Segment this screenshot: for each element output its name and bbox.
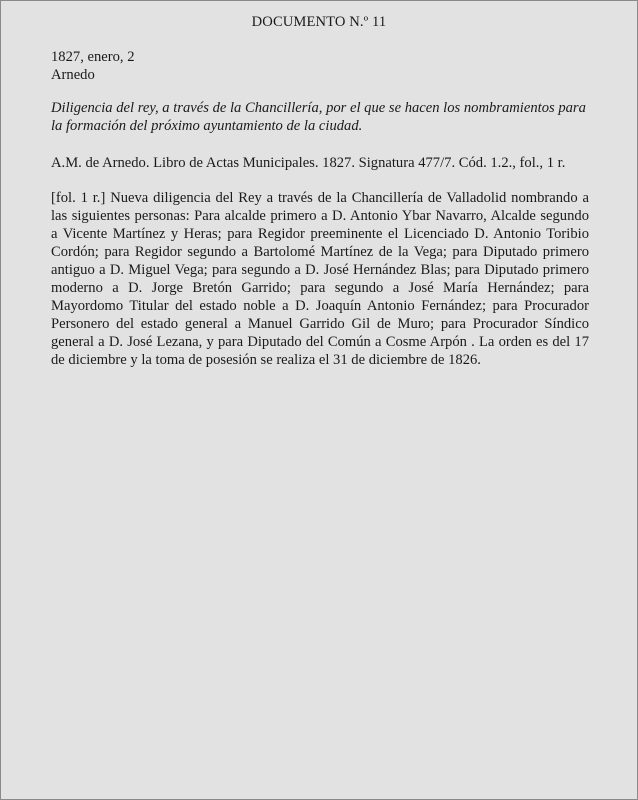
document-place: Arnedo bbox=[51, 67, 95, 83]
document-source: A.M. de Arnedo. Libro de Actas Municipales. 1827. Signatura 477/7. Cód. 1.2., fol., 1 r. bbox=[51, 155, 566, 171]
document-date: 1827, enero, 2 bbox=[51, 49, 135, 65]
document-title: DOCUMENTO N.º 11 bbox=[251, 14, 387, 30]
document-summary: Diligencia del rey, a través de la Chancillería, por el que se hacen los nombramientos para la formación del próximo ayuntamiento de la ciudad. bbox=[51, 100, 586, 134]
document-body: [fol. 1 r.] Nueva diligencia del Rey a través de la Chancillería de Valladolid nombrando a las siguientes personas: Para alcalde primero a D. Antonio Ybar Navarro, Alcalde segundo a Vicente Martínez y Heras; para Regidor preeminente el Licenciado D. Antonio Toribio Cordón; para Regidor segundo a Bartolomé Martínez de la Vega; para Diputado primero antiguo a D. Miguel Vega; para segundo a D. José Hernández Blas; para Diputado primero moderno a D. Jorge Bretón Garrido; para segundo a José María Hernández; para Mayordomo Titular del estado noble a D. Joaquín Antonio Fernández; para Procurador Personero del estado general a Manuel Garrido Gil de Muro; para Procurador Síndico general a D. José Lezana, y para Diputado del Común a Cosme Arpón . La orden es del 17 de diciembre y la toma de posesión se realiza el 31 de diciembre de 1826. bbox=[51, 190, 589, 368]
